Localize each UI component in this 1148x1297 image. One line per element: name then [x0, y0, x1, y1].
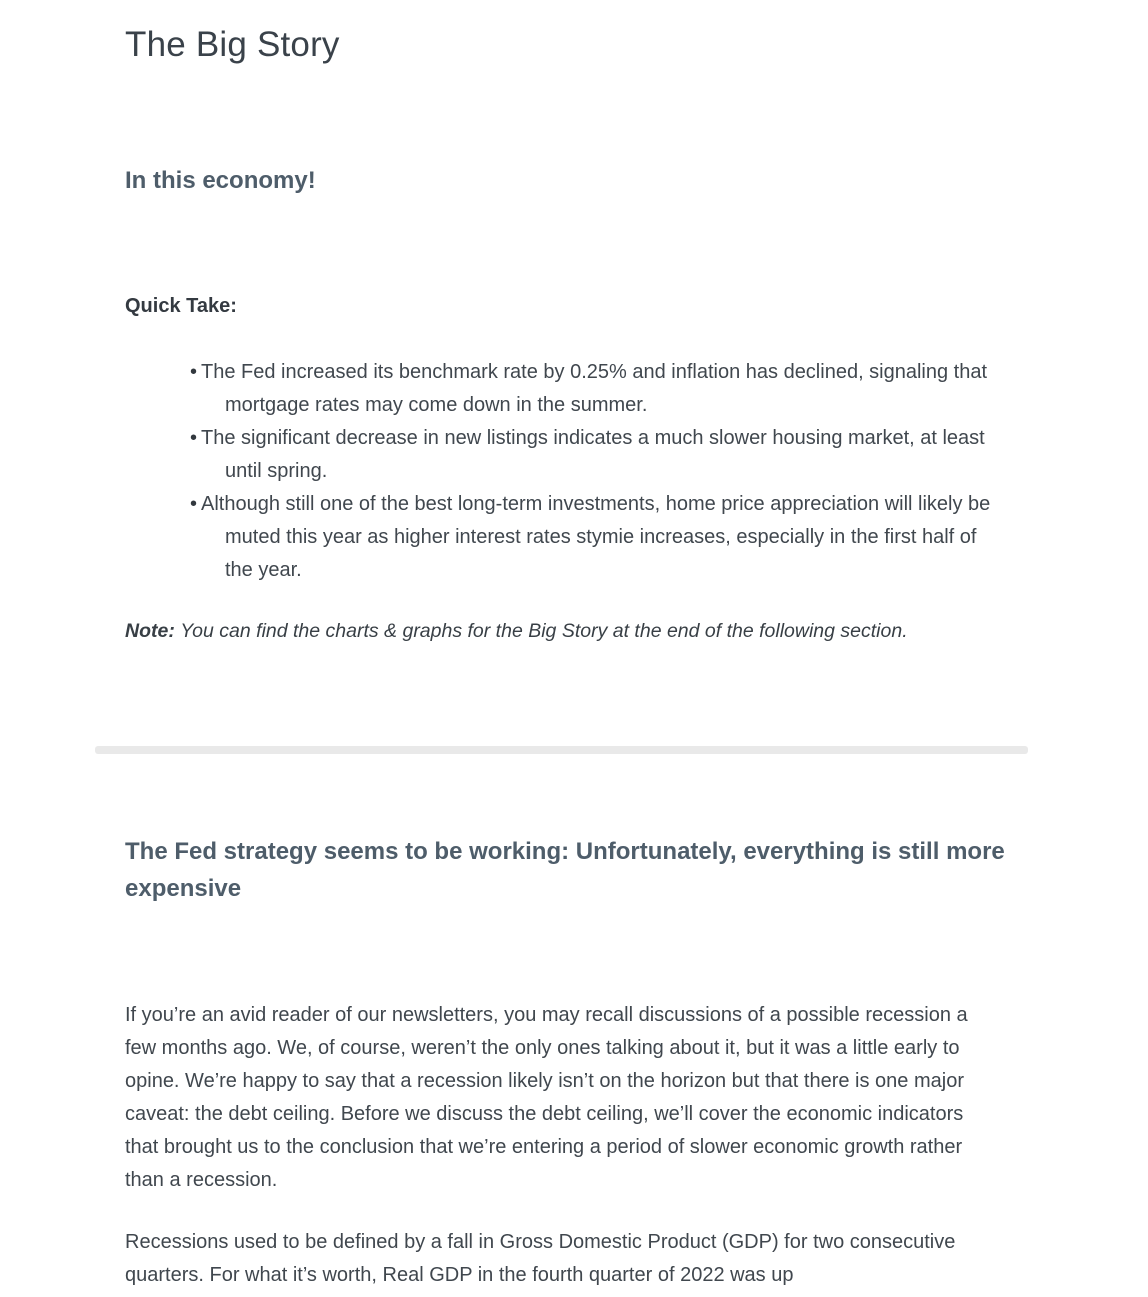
quick-take-list — [125, 356, 995, 587]
list-item: • The significant decrease in new listings indicates a much slower housing market, at least until spring. — [125, 422, 995, 488]
fed-strategy-section — [125, 833, 1030, 1292]
section-heading-economy: In this economy! — [125, 167, 316, 194]
section-divider — [95, 746, 1028, 754]
section-heading-fed-strategy: The Fed strategy seems to be working: Unfortunately, everything is still more expensive — [125, 838, 1005, 902]
note-text: You can find the charts & graphs for the Big Story at the end of the following section. — [180, 620, 908, 642]
list-item: • Although still one of the best long-term investments, home price appreciation will likely be muted this year as higher interest rates stymie increases, especially in the first half of the year. — [125, 488, 995, 587]
note-label: Note: — [125, 620, 175, 642]
page-title: The Big Story — [125, 25, 340, 64]
list-item: • The Fed increased its benchmark rate by 0.25% and inflation has declined, signaling that mortgage rates may come down in the summer. — [125, 356, 995, 422]
note — [125, 615, 1030, 648]
paragraph: If you’re an avid reader of our newsletters, you may recall discussions of a possible recession a few months ago. We, of course, weren’t the only ones talking about it, but it was a little early to opine. We’re happy to say that a recession likely isn’t on the horizon but that there is one major caveat: the debt ceiling. Before we discuss the debt ceiling, we’ll cover the economic indicators that brought us to the conclusion that we’re entering a period of slower economic growth rather than a recession. — [125, 1004, 968, 1191]
paragraph: Recessions used to be defined by a fall in Gross Domestic Product (GDP) for two consecutive quarters. For what it’s worth, Real GDP in the fourth quarter of 2022 was up — [125, 1231, 956, 1286]
big-story-intro-section — [125, 165, 1030, 648]
quick-take-label: Quick Take: — [125, 295, 237, 317]
